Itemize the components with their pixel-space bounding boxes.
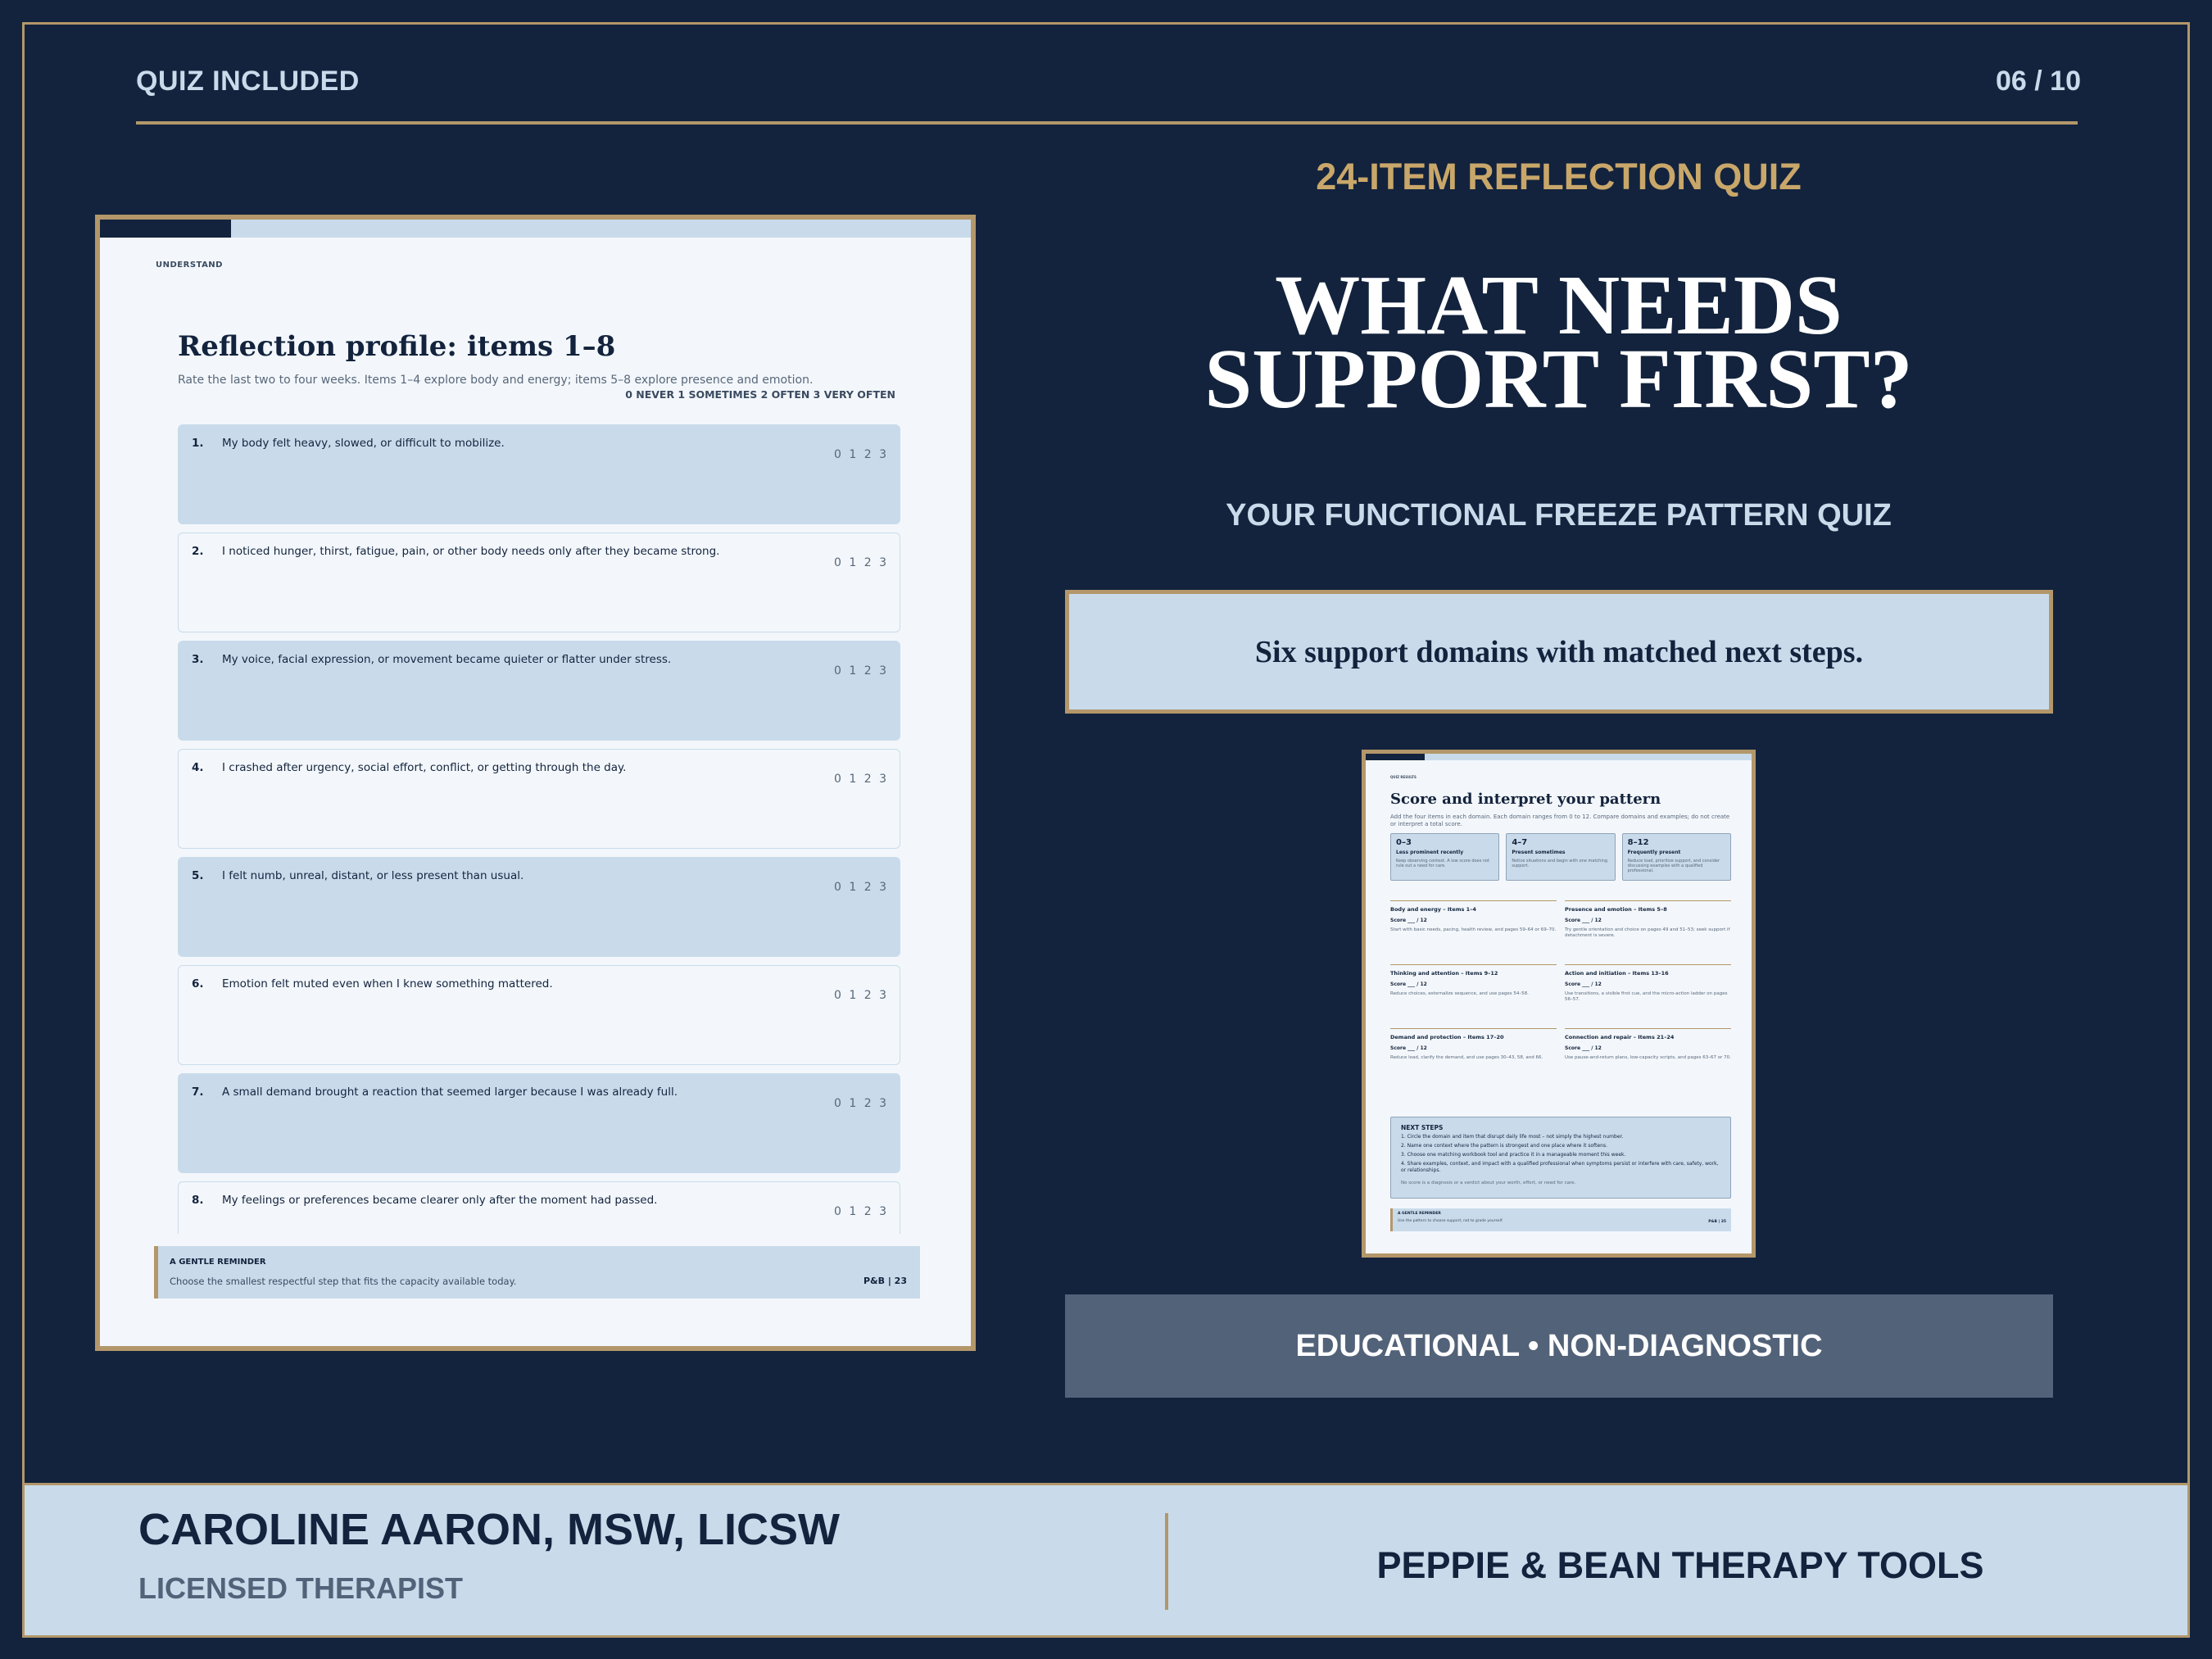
domain-name: Body and energy – Items 1–4 xyxy=(1390,906,1476,913)
worksheet-reminder xyxy=(154,1246,920,1299)
score-band xyxy=(1506,833,1615,881)
domain-name: Thinking and attention – Items 9–12 xyxy=(1390,970,1498,977)
item-text: A small demand brought a reaction that seemed larger because I was already full. xyxy=(222,1086,678,1099)
quiz-item xyxy=(178,857,900,957)
scoring-page-thumbnail xyxy=(1362,750,1756,1258)
thumb-reminder xyxy=(1390,1208,1731,1231)
band-desc: Keep observing context. A low score does not rule out a need for care. xyxy=(1396,859,1490,868)
quiz-item xyxy=(178,424,900,524)
domain-score xyxy=(1390,964,1557,1004)
worksheet-title: Reflection profile: items 1–8 xyxy=(178,330,616,363)
worksheet-tag: UNDERSTAND xyxy=(156,261,223,270)
next-step-line: 2. Name one context where the pattern is strongest and one place where it softens. xyxy=(1401,1143,1608,1149)
domain-desc: Try gentle orientation and choice on pages 49 and 51–53; seek support if detachment is severe. xyxy=(1565,927,1730,938)
headline-line-2: SUPPORT FIRST? xyxy=(1204,332,1913,426)
item-rating-options: 0 1 2 3 xyxy=(834,556,886,569)
brand-name: PEPPIE & BEAN THERAPY TOOLS xyxy=(1376,1544,1984,1586)
item-number: 5. xyxy=(192,869,204,882)
quiz-item xyxy=(178,965,900,1065)
author-name: CAROLINE AARON, MSW, LICSW xyxy=(138,1505,840,1554)
item-rating-options: 0 1 2 3 xyxy=(834,773,886,786)
item-number: 8. xyxy=(192,1194,204,1207)
domain-score-line: Score ___ / 12 xyxy=(1565,1045,1602,1051)
quiz-items xyxy=(178,424,900,1234)
thumb-subtitle: Add the four items in each domain. Each domain ranges from 0 to 12. Compare domains and examples; do not create or interpret a total score. xyxy=(1390,814,1730,827)
domain-score-line: Score ___ / 12 xyxy=(1390,918,1427,923)
domain-score-line: Score ___ / 12 xyxy=(1390,1045,1427,1051)
domain-score-line: Score ___ / 12 xyxy=(1565,981,1602,987)
quiz-item xyxy=(178,533,900,632)
thumb-title: Score and interpret your pattern xyxy=(1390,791,1661,808)
item-number: 2. xyxy=(192,545,204,558)
domain-desc: Start with basic needs, pacing, health review, and pages 59–64 or 69–70. xyxy=(1390,927,1557,932)
domain-score xyxy=(1565,900,1731,940)
reminder-text: Choose the smallest respectful step that fits the capacity available today. xyxy=(170,1276,517,1287)
domain-desc: Use transitions, a visible first cue, and the micro-action ladder on pages 56–57. xyxy=(1565,991,1728,1002)
thumb-reminder-title: A GENTLE REMINDER xyxy=(1398,1212,1441,1216)
headline-line-1: WHAT NEEDS xyxy=(1275,258,1843,352)
item-number: 1. xyxy=(192,437,204,450)
band-range: 8–12 xyxy=(1627,838,1649,847)
domain-score-line: Score ___ / 12 xyxy=(1390,981,1427,987)
quiz-item xyxy=(178,749,900,849)
footer-bar xyxy=(22,1483,2190,1638)
thumb-top-bar-accent xyxy=(1366,754,1425,760)
band-range: 4–7 xyxy=(1512,838,1528,847)
reminder-page: P&B | 23 xyxy=(863,1276,907,1286)
domain-desc: Reduce load, clarify the demand, and use pages 30–43, 58, and 66. xyxy=(1390,1055,1543,1060)
item-rating-options: 0 1 2 3 xyxy=(834,881,886,894)
item-text: I noticed hunger, thirst, fatigue, pain, or other body needs only after they became strong. xyxy=(222,545,720,558)
item-rating-options: 0 1 2 3 xyxy=(834,989,886,1002)
item-text: My voice, facial expression, or movement became quieter or flatter under stress. xyxy=(222,653,672,666)
item-number: 7. xyxy=(192,1086,204,1099)
item-rating-options: 0 1 2 3 xyxy=(834,1097,886,1110)
thumb-reminder-text: Use the pattern to choose support, not to grade yourself. xyxy=(1398,1219,1503,1223)
band-range: 0–3 xyxy=(1396,838,1412,847)
item-number: 6. xyxy=(192,977,204,990)
subheading: YOUR FUNCTIONAL FREEZE PATTERN QUIZ xyxy=(1226,498,1892,533)
domain-name: Presence and emotion – Items 5–8 xyxy=(1565,906,1667,913)
domain-name: Demand and protection – Items 17–20 xyxy=(1390,1034,1504,1040)
next-steps-box xyxy=(1390,1117,1731,1199)
worksheet-subtitle: Rate the last two to four weeks. Items 1–4 explore body and energy; items 5–8 explore presence and emotion. xyxy=(178,374,814,387)
reminder-title: A GENTLE REMINDER xyxy=(170,1258,266,1267)
quiz-item xyxy=(178,1073,900,1173)
domain-desc: Use pause-and-return plans, low-capacity scripts, and pages 63–67 or 70. xyxy=(1565,1055,1731,1060)
next-step-line: 3. Choose one matching workbook tool and practice it in a manageable moment this week. xyxy=(1401,1152,1626,1158)
band-label: Present sometimes xyxy=(1512,850,1566,855)
domain-score xyxy=(1390,900,1557,940)
next-step-line: 4. Share examples, context, and impact with a qualified professional when symptoms persist or interfere with care, safety, work, or relationships. xyxy=(1401,1161,1719,1173)
main-headline xyxy=(1065,258,2052,426)
item-text: I felt numb, unreal, distant, or less present than usual. xyxy=(222,869,524,882)
domains-callout: Six support domains with matched next steps. xyxy=(1065,590,2053,714)
author-role: LICENSED THERAPIST xyxy=(138,1571,464,1605)
score-band xyxy=(1622,833,1731,881)
domain-score-line: Score ___ / 12 xyxy=(1565,918,1602,923)
header-rule xyxy=(136,121,2078,125)
thumb-tag: QUIZ RESULTS xyxy=(1390,775,1416,779)
domain-score xyxy=(1390,1028,1557,1067)
item-rating-options: 0 1 2 3 xyxy=(834,664,886,678)
band-desc: Notice situations and begin with one matching support. xyxy=(1512,859,1608,868)
band-label: Less prominent recently xyxy=(1396,850,1464,855)
worksheet-top-bar-accent xyxy=(100,220,231,238)
quiz-item xyxy=(178,641,900,741)
header-label: QUIZ INCLUDED xyxy=(136,66,360,97)
worksheet-preview xyxy=(95,215,976,1351)
disclaimer-banner: EDUCATIONAL • NON-DIAGNOSTIC xyxy=(1065,1294,2053,1398)
item-text: My body felt heavy, slowed, or difficult to mobilize. xyxy=(222,437,505,450)
item-text: I crashed after urgency, social effort, conflict, or getting through the day. xyxy=(222,761,627,774)
rating-scale: 0 NEVER 1 SOMETIMES 2 OFTEN 3 VERY OFTEN xyxy=(625,388,895,401)
score-bands xyxy=(1390,833,1731,881)
score-band xyxy=(1390,833,1499,881)
item-rating-options: 0 1 2 3 xyxy=(834,1205,886,1218)
domain-name: Connection and repair – Items 21–24 xyxy=(1565,1034,1675,1040)
domain-scores xyxy=(1390,900,1731,1067)
quiz-label: 24-ITEM REFLECTION QUIZ xyxy=(1316,156,1802,197)
band-label: Frequently present xyxy=(1627,850,1681,855)
next-steps-title: NEXT STEPS xyxy=(1401,1124,1444,1131)
item-text: My feelings or preferences became clearer only after the moment had passed. xyxy=(222,1194,658,1207)
domain-name: Action and initiation – Items 13–16 xyxy=(1565,970,1669,977)
next-steps-note: No score is a diagnosis or a verdict about your worth, effort, or need for care. xyxy=(1401,1181,1576,1185)
domain-score xyxy=(1565,1028,1731,1067)
item-text: Emotion felt muted even when I knew something mattered. xyxy=(222,977,553,990)
item-rating-options: 0 1 2 3 xyxy=(834,448,886,461)
page-counter: 06 / 10 xyxy=(1996,66,2081,97)
domain-score xyxy=(1565,964,1731,1004)
item-number: 3. xyxy=(192,653,204,666)
thumb-reminder-page: P&B | 35 xyxy=(1708,1220,1726,1224)
domain-desc: Reduce choices, externalize sequence, and use pages 54–58. xyxy=(1390,991,1529,996)
item-number: 4. xyxy=(192,761,204,774)
quiz-item xyxy=(178,1181,900,1234)
next-step-line: 1. Circle the domain and item that disrupt daily life most – not simply the highest number. xyxy=(1401,1134,1624,1140)
band-desc: Reduce load, prioritize support, and consider discussing examples with a qualified professional. xyxy=(1627,859,1720,873)
